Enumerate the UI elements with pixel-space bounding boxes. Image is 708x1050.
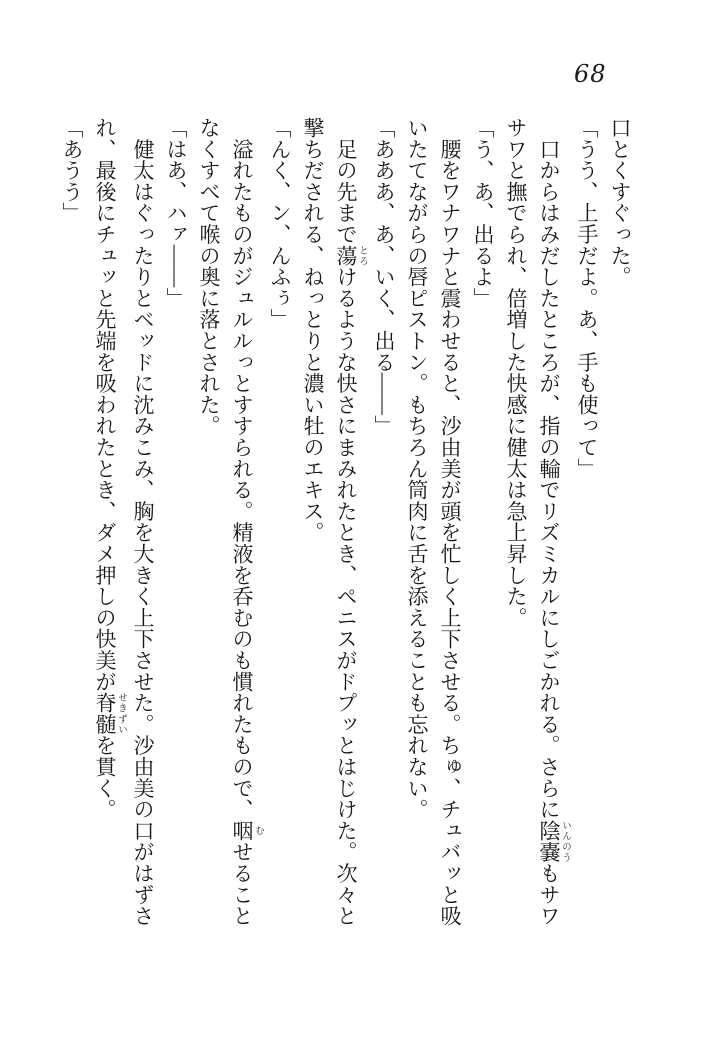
text-line: 「はあ、ハァ——」 bbox=[164, 117, 188, 309]
text-line: なくすべて喉の奥に落とされた。 bbox=[197, 117, 221, 437]
text-line: 口とくすぐった。 bbox=[608, 117, 632, 288]
furigana: せきずい bbox=[116, 692, 126, 735]
text-line: 撃ちだされる、ねっとりと濃い牡のエキス。 bbox=[301, 117, 325, 543]
text-line: サワと撫でられ、倍増した快感に健太は急上昇した。 bbox=[504, 117, 528, 629]
text-line: 「んく、ン、んふぅ」 bbox=[268, 117, 292, 330]
text-line: れ、最後にチュッと先端を吸われたとき、ダメ押しの快美が脊髄 せきずいを貫く。 bbox=[93, 117, 126, 820]
text-line: 「うう、上手だよ。あ、手も使って」 bbox=[575, 117, 599, 480]
furigana: とろ bbox=[357, 244, 367, 267]
furigana: む bbox=[253, 819, 263, 842]
furigana: いんのう bbox=[560, 819, 570, 863]
text-line: 「あうう」 bbox=[60, 117, 84, 224]
ruby-annotated-word: 陰嚢 いんのう bbox=[537, 819, 570, 863]
ruby-annotated-word: 咽 む bbox=[230, 819, 263, 842]
text-line: 口からはみだしたところが、指の輪でリズミカルにしごかれる。さらに陰嚢 いんのうもサワ bbox=[537, 117, 570, 927]
text-line: 健太はぐったりとベッドに沈みこみ、胸を大きく上下させた。沙由美の口がはずさ bbox=[131, 117, 155, 927]
text-block bbox=[55, 117, 636, 953]
page-number: 68 bbox=[574, 60, 607, 88]
text-line: 足の先まで蕩 とろけるような快さにまみれたとき、ペニスがドプッとはじけた。次々と bbox=[334, 117, 367, 927]
text-line: 「う、あ、出るよ」 bbox=[471, 117, 495, 309]
text-line: いたてながらの唇ピストン。もちろん筒肉に舌を添えることも忘れない。 bbox=[405, 117, 429, 820]
text-line: 腰をワナワナと震わせると、沙由美が頭を忙しく上下させる。ちゅ、チュバッと吸 bbox=[438, 117, 462, 927]
text-line: 「あああ、あ、いく、出る——」 bbox=[372, 117, 396, 437]
text-line: 溢れたものがジュルルっとすすられる。精液を呑むのも慣れたもので、咽 むせること bbox=[230, 117, 263, 927]
ruby-annotated-word: 蕩 とろ bbox=[334, 244, 367, 267]
ruby-annotated-word: 脊髄 せきずい bbox=[93, 692, 126, 735]
